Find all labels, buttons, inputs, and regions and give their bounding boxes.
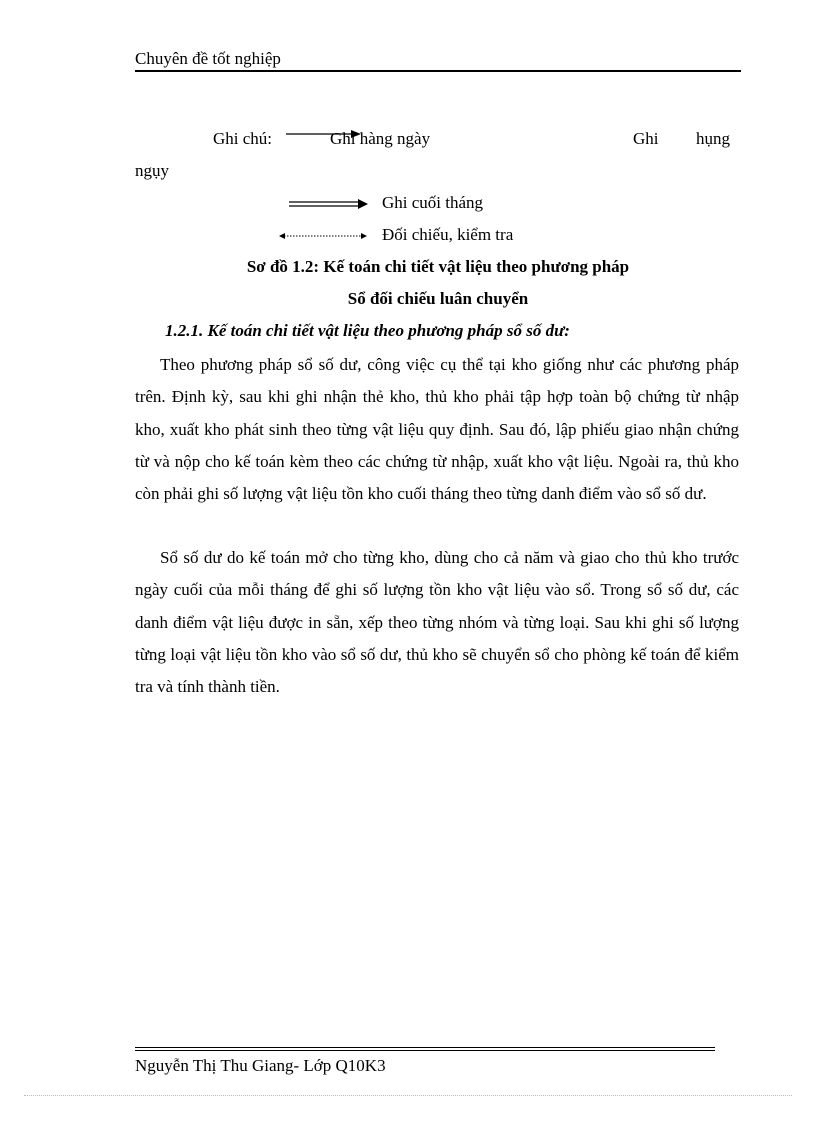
legend-right-fragment-2: hụng — [696, 129, 730, 148]
section-heading: 1.2.1. Kế toán chi tiết vật liệu theo phương pháp sổ số dư: — [165, 321, 570, 340]
legend-reconcile: Đối chiếu, kiểm tra — [382, 225, 514, 244]
body-paragraph-1: Theo phương pháp sổ số dư, công việc cụ thể tại kho giống như các phương pháp trên. Định kỳ, sau khi ghi nhận thẻ kho, thủ kho phải tập hợp toàn bộ chứng từ nhập kho, xuất kho phát sinh theo từng vật liệu quy định. Sau đó, lập phiếu giao nhận chứng từ và nộp cho kế toán kèm theo các chứng từ nhập, xuất kho vật liệu. Ngoài ra, thủ kho còn phải ghi số lượng vật liệu tồn kho cuối tháng theo từng danh điểm vào sổ số dư. — [135, 355, 739, 504]
legend-end-of-month: Ghi cuối tháng — [382, 193, 484, 212]
body-paragraph-2: Sổ số dư do kế toán mở cho từng kho, dùng cho cả năm và giao cho thủ kho trước ngày cuối của mỗi tháng để ghi số lượng tồn kho vật liệu vào sổ. Trong sổ số dư, các danh điểm vật liệu được in sẵn, xếp theo từng nhóm và từng loại. Sau khi ghi số lượng từng loại vật liệu tồn kho vào sổ số dư, thủ kho sẽ chuyển sổ cho phòng kế toán để kiểm tra và tính thành tiền. — [135, 548, 739, 697]
legend-label: Ghi chú: — [213, 129, 273, 148]
legend-wrap-fragment: ngụy — [135, 161, 169, 180]
header-title: Chuyên đề tốt nghiệp — [135, 49, 281, 68]
footer-author: Nguyễn Thị Thu Giang- Lớp Q10K3 — [135, 1056, 386, 1075]
legend-daily: Ghi hàng ngày — [330, 129, 431, 148]
footer-divider-top — [135, 1047, 715, 1048]
diagram-caption-line2: Sổ đối chiếu luân chuyển — [347, 289, 529, 308]
footer-divider-bottom — [135, 1050, 715, 1051]
reconcile-arrow-icon — [278, 229, 370, 243]
month-end-arrow-icon — [288, 197, 372, 211]
legend-right-fragment: Ghi — [633, 129, 659, 148]
page-edge-line — [24, 1095, 792, 1096]
header-divider — [135, 70, 741, 72]
diagram-caption-line1: Sơ đồ 1.2: Kế toán chi tiết vật liệu theo phương pháp — [246, 257, 630, 276]
